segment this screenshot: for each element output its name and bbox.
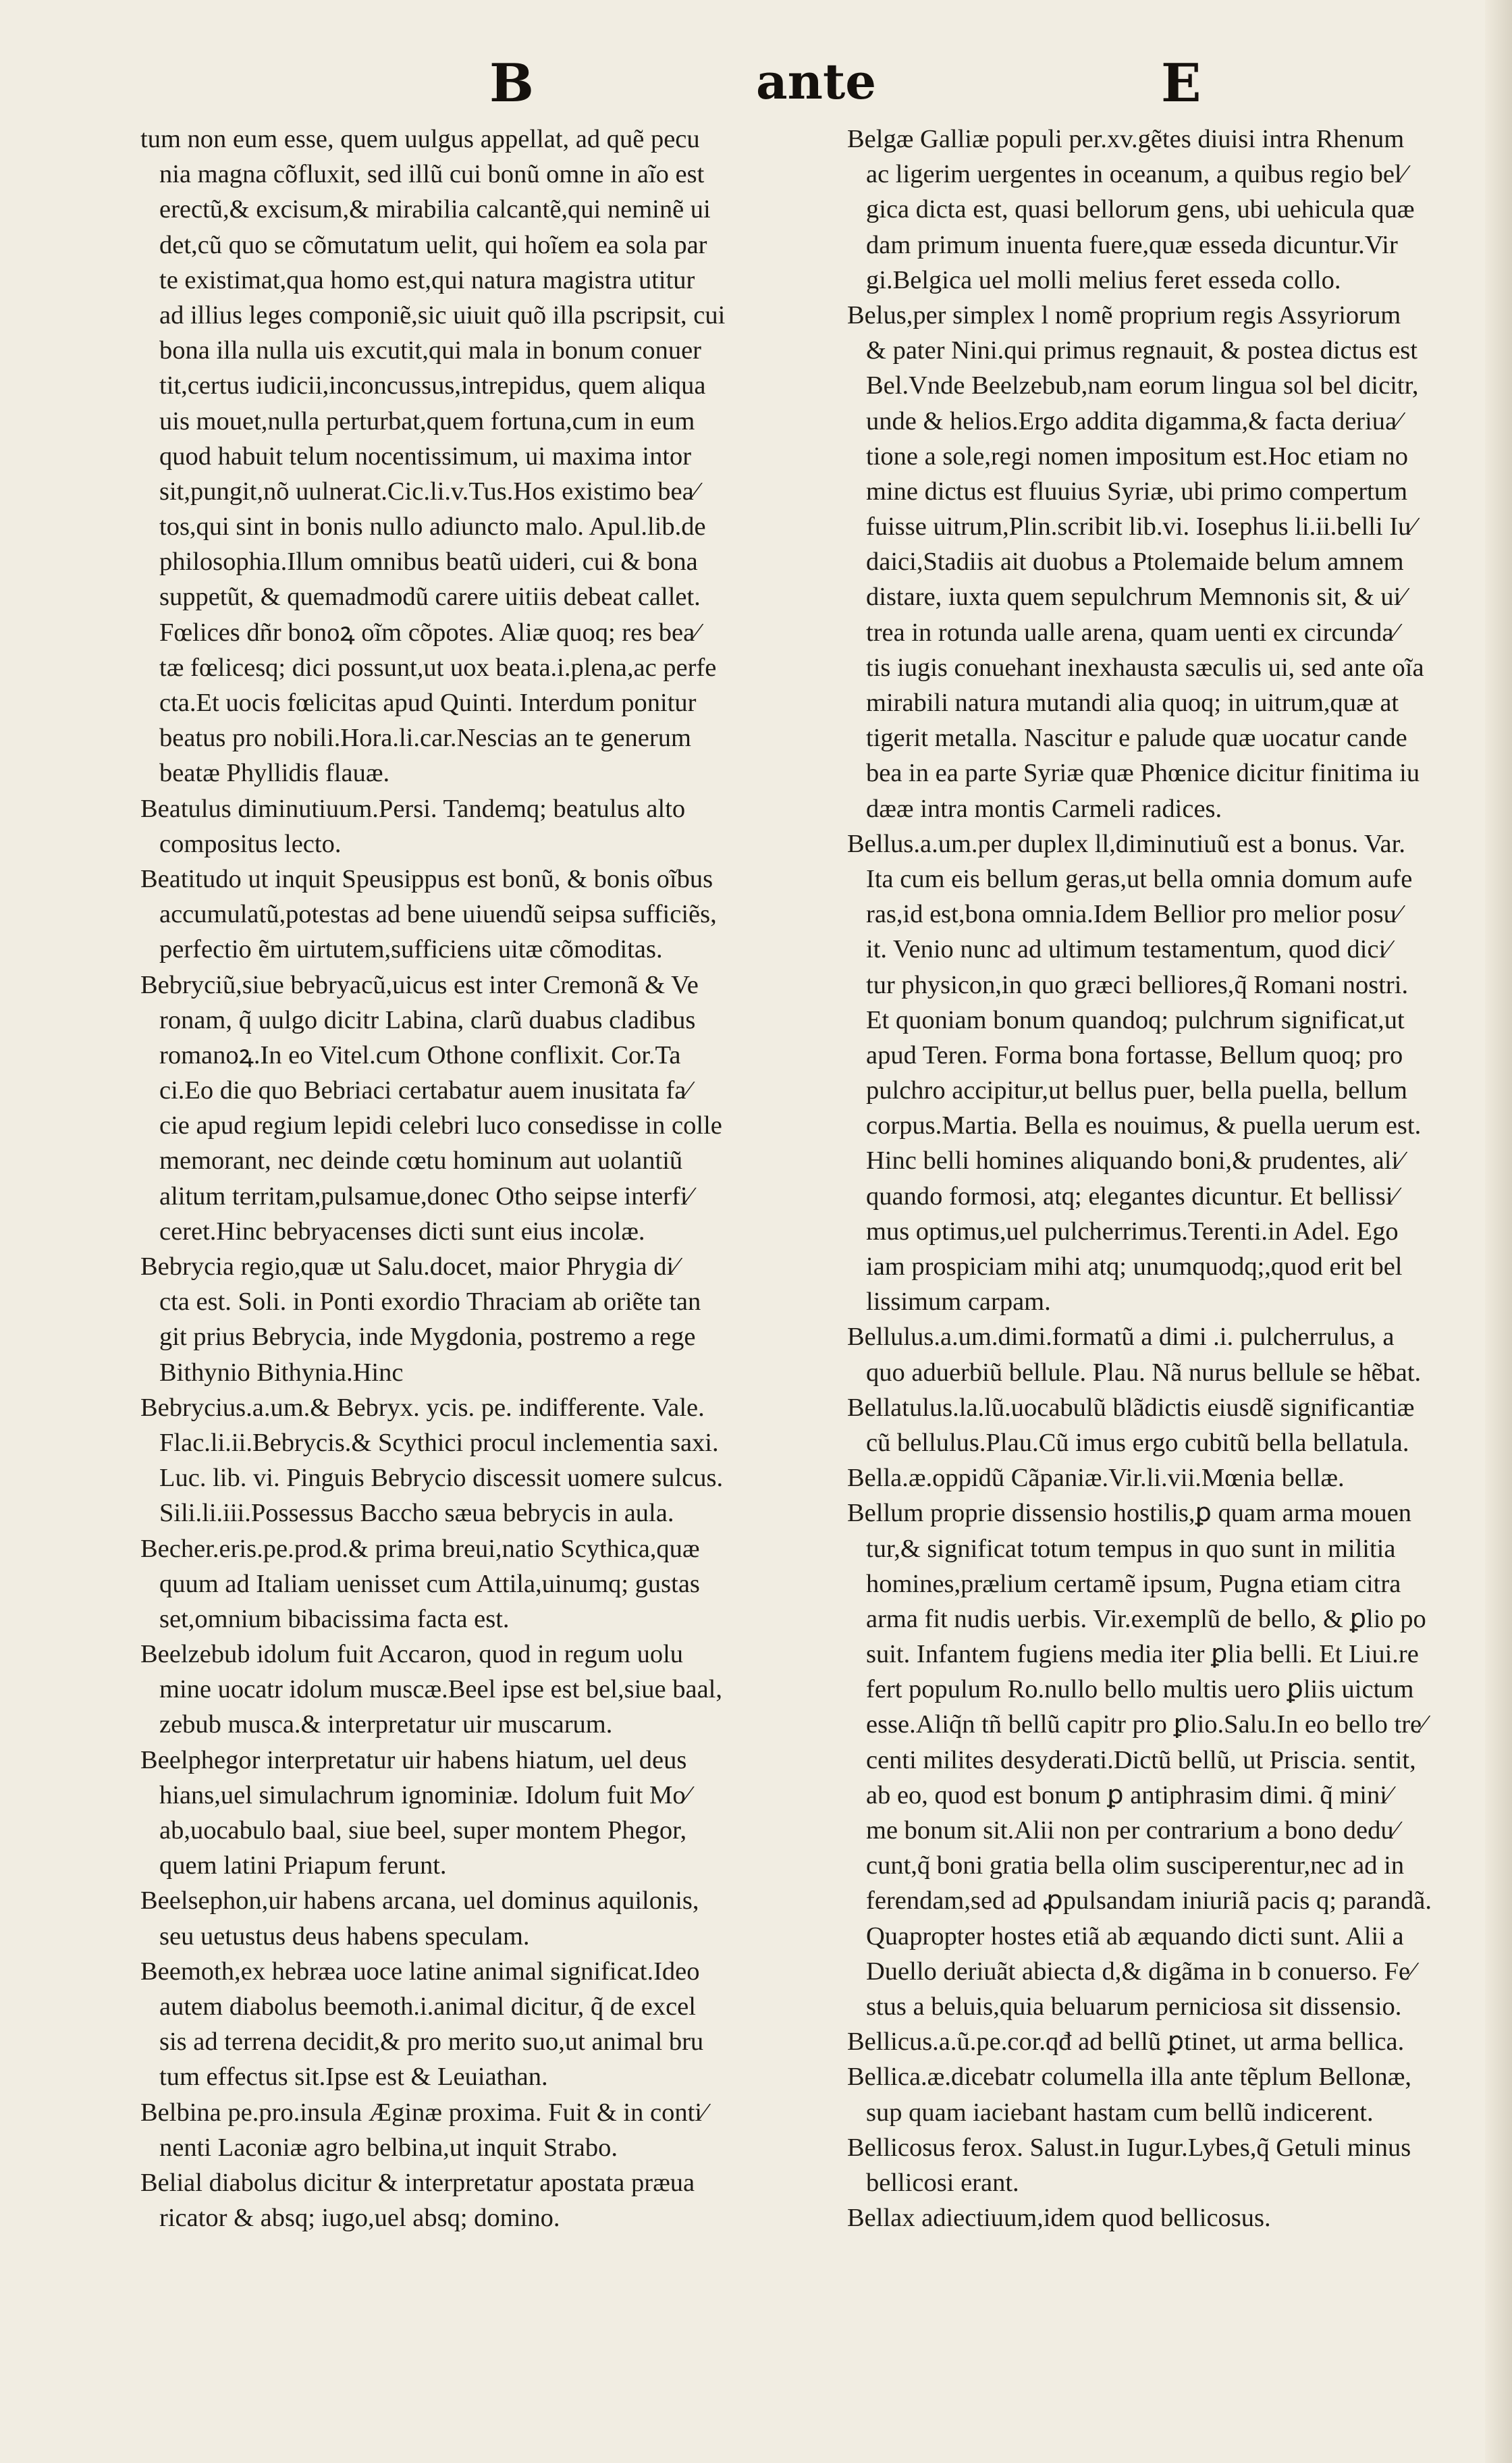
text-line: bellicosi erant.: [866, 2168, 1019, 2197]
dictionary-entry: [140, 791, 809, 862]
text-line: tur physicon,in quo græci belliores,q̃ Romani nostri.: [866, 970, 1409, 999]
text-line: tum effectus sit.Ipse est & Leuiathan.: [159, 2063, 548, 2092]
dictionary-entry: [847, 1460, 1485, 1495]
text-line: Bebrycius.a.um.& Bebryx. ycis. pe. indifferente. Vale.: [140, 1393, 705, 1422]
dictionary-entry: [847, 826, 1485, 1320]
text-line: suppetũt, & quemadmodũ carere uitiis debeat callet.: [159, 583, 701, 612]
text-line: dææ intra montis Carmeli radices.: [866, 794, 1222, 823]
text-line: Bebrycia regio,quæ ut Salu.docet, maior Phrygia di⁄: [140, 1252, 678, 1281]
text-line: autem diabolus beemoth.i.animal dicitur, q̃ de excel: [159, 1992, 696, 2021]
text-line: ci.Eo die quo Bebriaci certabatur auem inusitata fa⁄: [159, 1076, 691, 1105]
text-line: Beelsephon,uir habens arcana, uel dominus aquilonis,: [140, 1886, 699, 1915]
text-line: apud Teren. Forma bona fortasse, Bellum quoq; pro: [866, 1040, 1403, 1069]
text-line: tis iugis conuehant inexhausta sæculis ui, sed ante oĩa: [866, 653, 1424, 682]
text-line: Ita cum eis bellum geras,ut bella omnia domum aufe: [866, 864, 1413, 893]
text-line: Et quoniam bonum quandoq; pulchrum significat,ut: [866, 1005, 1405, 1034]
text-line: Bellax adiectiuum,idem quod bellicosus.: [847, 2204, 1271, 2233]
text-line: Bebryciũ,siue bebryacũ,uicus est inter Cremonã & Ve: [140, 970, 699, 999]
text-line: quo aduerbiũ bellule. Plau. Nã nurus bellule se hẽbat.: [866, 1358, 1422, 1387]
text-line: ronam, q̃ uulgo dicitr Labina, clarũ duabus cladibus: [159, 1005, 696, 1034]
text-line: Luc. lib. vi. Pinguis Bebrycio discessit uomere sulcus.: [159, 1464, 724, 1493]
text-line: bea in ea parte Syriæ quæ Phœnice dicitur finitima iu: [866, 759, 1420, 788]
text-line: Bellus.a.um.per duplex ll,diminutiuũ est a bonus. Var.: [847, 829, 1405, 858]
text-line: mirabili natura mutandi alia quoq; in uitrum,quæ at: [866, 689, 1399, 717]
text-line: nenti Laconiæ agro belbina,ut inquit Strabo.: [159, 2133, 618, 2162]
text-line: me bonum sit.Alii non per contrarium a bono dedu⁄: [866, 1816, 1399, 1845]
text-line: centi milites desyderati.Dictũ bellũ, ut Priscia. sentit,: [866, 1745, 1416, 1774]
text-line: iam prospiciam mihi atq; unumquodq;,quod erit bel: [866, 1252, 1403, 1281]
text-line: tum non eum esse, quem uulgus appellat, ad quẽ pecu: [140, 125, 700, 153]
text-line: cta.Et uocis fœlicitas apud Quinti. Interdum ponitur: [159, 689, 697, 717]
left-column: [140, 122, 809, 2235]
text-line: sit,pungit,nõ uulnerat.Cic.li.v.Tus.Hos existimo bea⁄: [159, 477, 699, 506]
text-line: Bella.æ.oppidũ Cãpaniæ.Vir.li.vii.Mœnia bellæ.: [847, 1464, 1345, 1493]
text-line: dam primum inuenta fuere,quæ esseda dicuntur.Vir: [866, 230, 1398, 259]
text-line: compositus lecto.: [159, 829, 342, 858]
text-line: cta est. Soli. in Ponti exordio Thraciam ab oriẽte tan: [159, 1288, 701, 1317]
text-line: stus a beluis,quia beluarum perniciosa sit dissensio.: [866, 1992, 1402, 2021]
text-line: Bellicus.a.ũ.pe.cor.qđ ad bellũ ꝑtinet, ut arma bellica.: [847, 2028, 1405, 2057]
text-line: tæ fœlicesq; dici possunt,ut uox beata.i.plena,ac perfe: [159, 653, 717, 682]
text-line: beatæ Phyllidis flauæ.: [159, 759, 390, 788]
text-line: ab,uocabulo baal, siue beel, super montem Phegor,: [159, 1816, 687, 1845]
dictionary-entry: [847, 1495, 1485, 2024]
text-line: arma fit nudis uerbis. Vir.exemplũ de bello, & ꝑlio po: [866, 1604, 1426, 1633]
dictionary-entry: [140, 1883, 809, 1953]
text-line: Belbina pe.pro.insula Æginæ proxima. Fuit & in conti⁄: [140, 2098, 707, 2127]
text-line: Bellica.æ.dicebatr columella illa ante tẽplum Bellonæ,: [847, 2063, 1412, 2092]
text-line: Belgæ Galliæ populi per.xv.gẽtes diuisi intra Rhenum: [847, 125, 1405, 153]
text-line: Bithynio Bithynia.Hinc: [159, 1358, 404, 1387]
text-line: unde & helios.Ergo addita digamma,& facta deriua⁄: [866, 406, 1401, 435]
text-line: philosophia.Illum omnibus beatũ uideri, cui & bona: [159, 548, 698, 577]
text-line: erectũ,& excisum,& mirabilia calcantẽ,qui neminẽ ui: [159, 195, 711, 224]
text-line: gica dicta est, quasi bellorum gens, ubi uehicula quæ: [866, 195, 1415, 224]
text-line: Bel.Vnde Beelzebub,nam eorum lingua sol bel dicitr,: [866, 371, 1419, 400]
text-line: Bellicosus ferox. Salust.in Iugur.Lybes,q̃ Getuli minus: [847, 2133, 1411, 2162]
running-title: ante: [756, 53, 877, 110]
text-line: homines,prælium certamẽ ipsum, Pugna etiam citra: [866, 1569, 1401, 1598]
dictionary-entry: [140, 1531, 809, 1637]
text-line: ac ligerim uergentes in oceanum, a quibus regio bel⁄: [866, 160, 1407, 189]
text-line: sup quam iaciebant hastam cum bellũ indicerent.: [866, 2098, 1374, 2127]
text-line: suit. Infantem fugiens media iter ꝑlia belli. Et Liui.re: [866, 1640, 1419, 1669]
dictionary-entry: [140, 862, 809, 968]
text-line: tit,certus iudicii,inconcussus,intrepidus, quem aliqua: [159, 371, 706, 400]
dictionary-entry: [847, 1390, 1485, 1460]
text-line: ricator & absq; iugo,uel absq; domino.: [159, 2204, 560, 2233]
text-line: Quapropter hostes etiã ab æquando dicti sunt. Alii a: [866, 1922, 1404, 1951]
text-line: esse.Aliq̃n tñ bellũ capitr pro ꝑlio.Salu.In eo bello tre⁄: [866, 1710, 1426, 1739]
text-line: det,cũ quo se cõmutatum uelit, qui hoĩem ea sola par: [159, 230, 707, 259]
text-line: mine uocatr idolum muscæ.Beel ipse est bel,siue baal,: [159, 1675, 722, 1704]
dictionary-entry: [847, 122, 1485, 298]
text-line: Beelzebub idolum fuit Accaron, quod in regum uolu: [140, 1640, 684, 1669]
text-line: Beelphegor interpretatur uir habens hiatum, uel deus: [140, 1745, 687, 1774]
text-line: Bellulus.a.um.dimi.formatũ a dimi .i. pulcherrulus, a: [847, 1323, 1395, 1352]
dictionary-entry: [140, 1249, 809, 1390]
text-line: tos,qui sint in bonis nullo adiuncto malo. Apul.lib.de: [159, 512, 706, 541]
text-line: memorant, nec deinde cœtu hominum aut uolantiũ: [159, 1146, 683, 1175]
text-line: set,omnium bibacissima facta est.: [159, 1604, 510, 1633]
text-line: cũ bellulus.Plau.Cũ imus ergo cubitũ bella bellatula.: [866, 1428, 1409, 1457]
text-line: perfectio ẽm uirtutem,sufficiens uitæ cõmoditas.: [159, 935, 663, 964]
dictionary-entry: [847, 2200, 1485, 2235]
dictionary-entry: [140, 122, 809, 791]
text-line: quum ad Italiam uenisset cum Attila,uinumq; gustas: [159, 1569, 700, 1598]
text-line: quando formosi, atq; elegantes dicuntur. Et bellissi⁄: [866, 1182, 1397, 1211]
text-line: ad illius leges componiẽ,sic uiuit quõ illa pscripsit, cui: [159, 300, 726, 329]
dictionary-entry: [847, 2130, 1485, 2200]
dictionary-entry: [140, 1954, 809, 2095]
dictionary-entry: [140, 1390, 809, 1531]
right-column: [847, 122, 1485, 2235]
text-line: nia magna cõfluxit, sed illũ cui bonũ omne in aĩo est: [159, 160, 705, 189]
dictionary-entry: [847, 2024, 1485, 2059]
page-header: [0, 53, 1512, 113]
text-line: quem latini Priapum ferunt.: [159, 1851, 447, 1880]
text-line: quod habuit telum nocentissimum, ui maxima intor: [159, 442, 692, 471]
text-line: Beemoth,ex hebræa uoce latine animal significat.Ideo: [140, 1957, 700, 1986]
text-line: pulchro accipitur,ut bellus puer, bella puella, bellum: [866, 1076, 1407, 1105]
text-line: gi.Belgica uel molli melius feret esseda collo.: [866, 265, 1341, 294]
text-line: Belus,per simplex l nomẽ proprium regis Assyriorum: [847, 300, 1401, 329]
text-line: it. Venio nunc ad ultimum testamentum, quod dici⁄: [866, 935, 1390, 964]
dictionary-entry: [847, 1319, 1485, 1389]
text-line: cunt,q̃ boni gratia bella olim susciperentur,nec ad in: [866, 1851, 1405, 1880]
text-line: sis ad terrena decidit,& pro merito suo,ut animal bru: [159, 2028, 704, 2057]
text-line: ferendam,sed ad ꝓpulsandam iniuriã pacis q; parandã.: [866, 1886, 1432, 1915]
text-line: mus optimus,uel pulcherrimus.Terenti.in Adel. Ego: [866, 1217, 1399, 1246]
dictionary-entry: [140, 1637, 809, 1743]
text-line: git prius Bebrycia, inde Mygdonia, postremo a rege: [159, 1323, 696, 1352]
page-edge: [1485, 0, 1512, 2463]
text-line: bona illa nulla uis excutit,qui mala in bonum conuer: [159, 336, 701, 365]
dictionary-entry: [140, 1743, 809, 1884]
dictionary-entry: [847, 2059, 1485, 2129]
text-line: Beatitudo ut inquit Speusippus est bonũ, & bonis oĩbus: [140, 864, 713, 893]
text-line: hians,uel simulachrum ignominiæ. Idolum fuit Mo⁄: [159, 1780, 690, 1809]
text-line: fert populum Ro.nullo bello multis uero ꝑliis uictum: [866, 1675, 1414, 1704]
text-line: distare, iuxta quem sepulchrum Memnonis sit, & ui⁄: [866, 583, 1405, 612]
text-line: Hinc belli homines aliquando boni,& prudentes, ali⁄: [866, 1146, 1403, 1175]
text-line: Bellatulus.la.lũ.uocabulũ blãdictis eiusdẽ significantiæ: [847, 1393, 1415, 1422]
text-line: ab eo, quod est bonum ꝑ antiphrasim dimi. q̃ mini⁄: [866, 1780, 1392, 1809]
text-line: cie apud regium lepidi celebri luco consedisse in colle: [159, 1111, 722, 1140]
dictionary-entry: [140, 2165, 809, 2235]
text-line: uis mouet,nulla perturbat,quem fortuna,cum in eum: [159, 406, 695, 435]
text-line: ceret.Hinc bebryacenses dicti sunt eius incolæ.: [159, 1217, 645, 1246]
dictionary-entry: [140, 968, 809, 1250]
text-line: seu uetustus deus habens speculam.: [159, 1922, 530, 1951]
text-line: alitum territam,pulsamue,donec Otho seipse interfi⁄: [159, 1182, 693, 1211]
text-line: Belial diabolus dicitur & interpretatur apostata præua: [140, 2168, 695, 2197]
text-line: trea in rotunda ualle arena, quam uenti ex circunda⁄: [866, 618, 1398, 647]
text-line: tione a sole,regi nomen impositum est.Hoc etiam no: [866, 442, 1408, 471]
text-line: Becher.eris.pe.prod.& prima breui,natio Scythica,quæ: [140, 1534, 700, 1563]
text-line: mine dictus est fluuius Syriæ, ubi primo compertum: [866, 477, 1408, 506]
text-line: accumulatũ,potestas ad bene uiuendũ seipsa sufficiẽs,: [159, 900, 717, 929]
text-line: Fœlices dñr bonoꝝ oĩm cõpotes. Aliæ quoq; res bea⁄: [159, 618, 699, 647]
text-line: corpus.Martia. Bella es nouimus, & puella uerum est.: [866, 1111, 1422, 1140]
text-line: beatus pro nobili.Hora.li.car.Nescias an te generum: [159, 724, 691, 753]
dictionary-entry: [847, 298, 1485, 826]
text-line: Bellum proprie dissensio hostilis,ꝑ quam arma mouen: [847, 1499, 1412, 1528]
text-line: daici,Stadiis ait duobus a Ptolemaide belum amnem: [866, 548, 1404, 577]
text-line: lissimum carpam.: [866, 1288, 1051, 1317]
signature-mark-right: E: [1161, 53, 1202, 114]
text-line: te existimat,qua homo est,qui natura magistra utitur: [159, 265, 695, 294]
text-line: fuisse uitrum,Plin.scribit lib.vi. Iosephus li.ii.belli Iu⁄: [866, 512, 1415, 541]
dictionary-entry: [140, 2095, 809, 2165]
text-line: & pater Nini.qui primus regnauit, & postea dictus est: [866, 336, 1418, 365]
text-line: zebub musca.& interpretatur uir muscarum.: [159, 1710, 613, 1739]
text-line: Flac.li.ii.Bebrycis.& Scythici procul inclementia saxi.: [159, 1428, 719, 1457]
text-line: romanoꝝ.In eo Vitel.cum Othone conflixit. Cor.Ta: [159, 1040, 681, 1069]
text-line: ras,id est,bona omnia.Idem Bellior pro melior posu⁄: [866, 900, 1401, 929]
text-line: Sili.li.iii.Possessus Baccho sæua bebrycis in aula.: [159, 1499, 674, 1528]
text-line: tur,& significat totum tempus in quo sunt in militia: [866, 1534, 1396, 1563]
text-line: tigerit metalla. Nascitur e palude quæ uocatur cande: [866, 724, 1407, 753]
text-line: Duello deriuãt abiecta d,& digãma in b conuerso. Fe⁄: [866, 1957, 1415, 1986]
signature-mark-left: B: [489, 53, 534, 114]
text-line: Beatulus diminutiuum.Persi. Tandemq; beatulus alto: [140, 794, 686, 823]
